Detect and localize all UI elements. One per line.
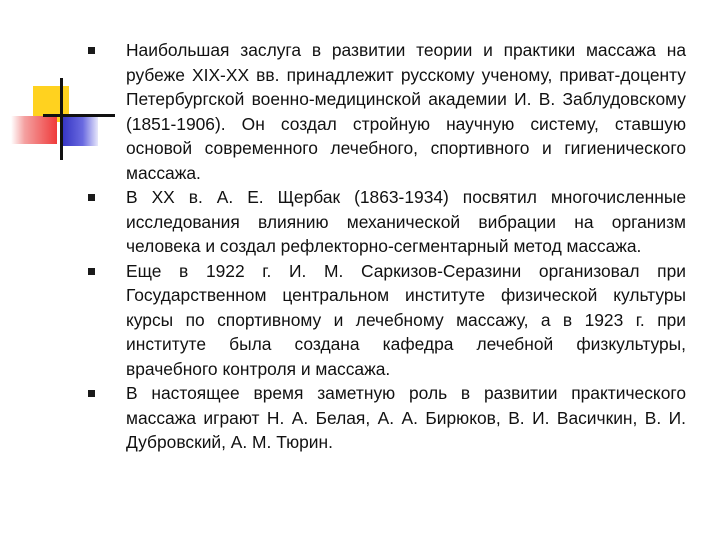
bullet-text: Наибольшая заслуга в развитии теории и практики массажа на рубеже XIX-XX вв. принадлежит русскому ученому, приват-доценту Петербургской военно-медицинской академии И. В. Заблудовскому (1851-1906). Он создал стройную научную систему, ставшую основой современного лечебного, спортивного и гигиенического массажа. [126, 40, 686, 183]
square-bullet-icon [88, 194, 95, 201]
square-bullet-icon [88, 268, 95, 275]
bullet-text: В настоящее время заметную роль в развитии практического массажа играют Н. А. Белая, А. А. Бирюков, В. И. Васичкин, В. И. Дубровский, А. М. Тюрин. [126, 383, 686, 452]
bullet-item [88, 38, 686, 185]
square-bullet-icon [88, 390, 95, 397]
decorative-red-bar [11, 116, 57, 144]
square-bullet-icon [88, 47, 95, 54]
slide-body [88, 38, 686, 455]
bullet-item [88, 185, 686, 259]
bullet-text: Еще в 1922 г. И. М. Саркизов-Серазини организовал при Государственном центральном институте физической культуры курсы по спортивному и лечебному массажу, а в 1923 г. при институте была создана кафедра лечебной физкультуры, врачебного контроля и массажа. [126, 260, 686, 379]
bullet-list [88, 38, 686, 455]
bullet-text: В XX в. А. Е. Щербак (1863-1934) посвятил многочисленные исследования влиянию механической вибрации на организм человека и создал рефлекторно-сегментарный метод массажа. [126, 187, 686, 256]
decorative-vertical-line [60, 78, 63, 160]
bullet-item [88, 259, 686, 382]
bullet-item [88, 381, 686, 455]
